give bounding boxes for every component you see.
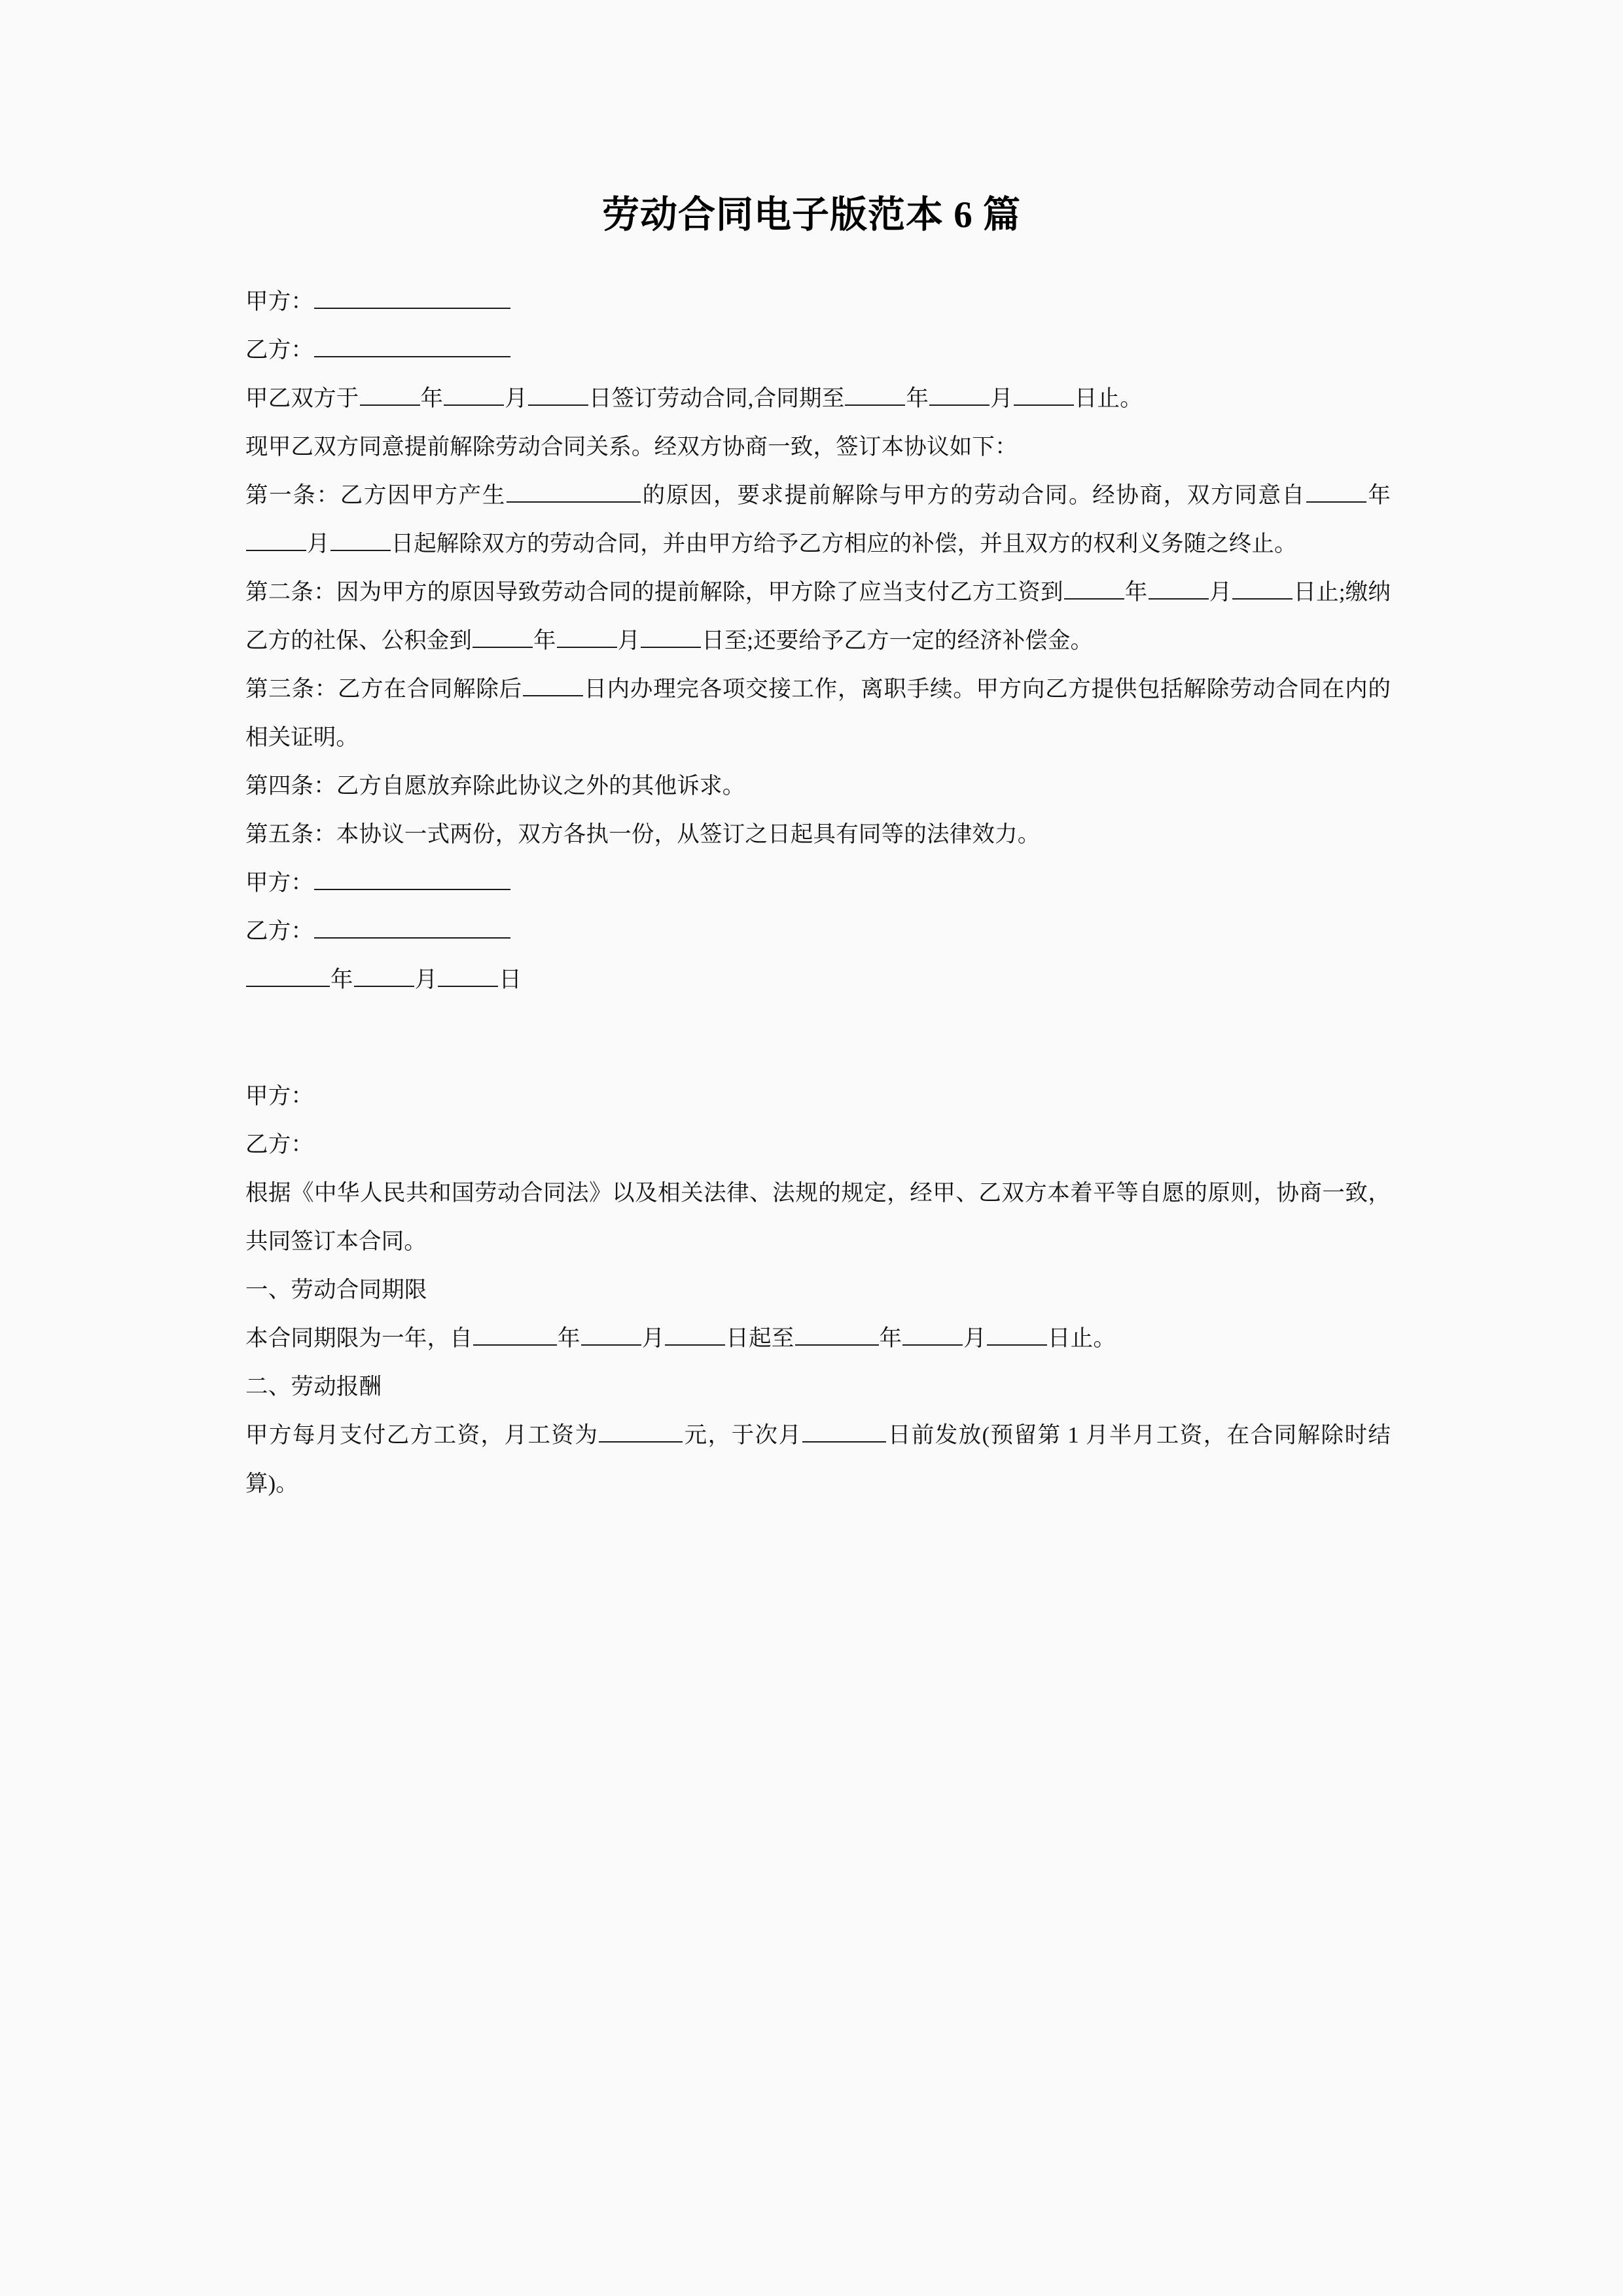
- contract2-party-a-row: 甲方：: [245, 1083, 314, 1109]
- article-1-text-part-3: 日起解除双方的劳动合同，并由甲方给予乙方相应的补偿，并且双方的权利义务随之终止。: [391, 531, 1297, 556]
- sign-party-b-blank[interactable]: [314, 914, 510, 938]
- article-2-wage-year-unit: 年: [1124, 579, 1148, 605]
- party-a-field-row: [245, 278, 1391, 326]
- page-title: 劳动合同电子版范本 6 篇: [602, 194, 1021, 236]
- title-gap: [245, 237, 1391, 278]
- contract2-party-b-row: 乙方：: [245, 1132, 314, 1157]
- sign-date-day-blank[interactable]: [438, 962, 498, 986]
- article-2-social-year-blank[interactable]: [473, 623, 533, 647]
- signing-end-month-blank[interactable]: [929, 381, 990, 405]
- signing-end-year-unit: 年: [906, 386, 929, 411]
- term-start-month-unit: 月: [641, 1325, 665, 1351]
- article-1-reason-blank[interactable]: [507, 478, 641, 502]
- party-a-blank[interactable]: [314, 284, 510, 308]
- term-end-month-unit: 月: [963, 1325, 986, 1351]
- sign-date-month-unit: 月: [414, 967, 438, 992]
- article-1-text-part-1: 第一条：乙方因甲方产生: [245, 482, 507, 508]
- signing-date-row: [245, 374, 1391, 423]
- article-2-paragraph: [245, 568, 1391, 665]
- article-1-month-blank[interactable]: [246, 526, 306, 550]
- wage-text-part-3: 日前发放(预留第 1 月半月工资，在合同解除时结算)。: [245, 1422, 1391, 1496]
- sign-party-b-label: 乙方：: [245, 918, 314, 944]
- term-start-year-unit: 年: [558, 1325, 580, 1351]
- article-2-text-part-1: 第二条：因为甲方的原因导致劳动合同的提前解除，甲方除了应当支付乙方工资到: [245, 579, 1063, 605]
- article-1-text-part-2: 的原因，要求提前解除与甲方的劳动合同。经协商，双方同意自: [641, 482, 1306, 508]
- contract2-section-1-heading: 一、劳动合同期限: [245, 1277, 427, 1302]
- signing-end-year-blank[interactable]: [845, 381, 905, 405]
- contract2-section-1-body: [245, 1314, 1391, 1363]
- term-end-year-unit: 年: [879, 1325, 902, 1351]
- signing-suffix-text: 日止。: [1074, 386, 1143, 411]
- article-2-wage-year-blank[interactable]: [1064, 575, 1124, 599]
- article-2-social-day-blank[interactable]: [641, 623, 701, 647]
- preamble-line: 现甲乙双方同意提前解除劳动合同关系。经双方协商一致，签订本协议如下：: [245, 434, 1018, 459]
- contract2-section-2-body: [245, 1411, 1391, 1508]
- signing-start-month-blank[interactable]: [444, 381, 504, 405]
- article-1-day-blank[interactable]: [330, 526, 391, 550]
- term-text-part-3: 日止。: [1047, 1325, 1116, 1351]
- term-start-day-blank[interactable]: [665, 1321, 725, 1345]
- article-3-text-part-1: 第三条：乙方在合同解除后: [245, 676, 522, 702]
- article-5-line: 第五条：本协议一式两份，双方各执一份，从签订之日起具有同等的法律效力。: [245, 821, 1041, 847]
- wage-text-part-1: 甲方每月支付乙方工资，月工资为: [245, 1422, 599, 1448]
- party-b-label: 乙方：: [245, 337, 314, 363]
- article-2-social-month-unit: 月: [617, 628, 641, 653]
- sign-party-a-label: 甲方：: [245, 870, 314, 895]
- term-end-year-blank[interactable]: [795, 1321, 879, 1345]
- signing-prefix-text: 甲乙双方于: [245, 386, 359, 411]
- article-1-year-unit: 年: [1366, 482, 1391, 508]
- article-2-wage-day-blank[interactable]: [1232, 575, 1293, 599]
- party-b-blank[interactable]: [314, 332, 510, 357]
- monthly-wage-blank[interactable]: [599, 1418, 683, 1442]
- term-end-month-blank[interactable]: [902, 1321, 963, 1345]
- article-2-text-part-3: 日至;还要给予乙方一定的经济补偿金。: [702, 628, 1094, 653]
- article-2-wage-month-blank[interactable]: [1149, 575, 1209, 599]
- contract2-section-2-heading: 二、劳动报酬: [245, 1374, 382, 1399]
- sign-date-row: [245, 956, 1391, 1004]
- term-text-part-2: 日起至: [726, 1325, 794, 1351]
- article-2-social-month-blank[interactable]: [557, 623, 617, 647]
- signing-end-month-unit: 月: [990, 386, 1013, 411]
- party-b-field-row: [245, 326, 1391, 374]
- contract2-preamble: 根据《中华人民共和国劳动合同法》以及相关法律、法规的规定，经甲、乙双方本着平等自愿的原则，协商一致，共同签订本合同。: [245, 1180, 1391, 1254]
- article-1-month-unit: 月: [307, 531, 330, 556]
- article-2-social-year-unit: 年: [533, 628, 556, 653]
- term-text-part-1: 本合同期限为一年，自: [245, 1325, 473, 1351]
- sign-party-b-row: [245, 907, 1391, 956]
- article-1-year-blank[interactable]: [1306, 478, 1366, 502]
- signing-year-unit: 年: [420, 386, 444, 411]
- sign-date-day-unit: 日: [499, 967, 522, 992]
- signing-mid-text: 日签订劳动合同,合同期至: [588, 386, 845, 411]
- term-start-year-blank[interactable]: [473, 1321, 557, 1345]
- signing-start-year-blank[interactable]: [360, 381, 420, 405]
- article-3-text-part-2: 日内办理完各项交接工作，离职手续。甲方向乙方提供包括解除劳动合同在内的相关证明。: [245, 676, 1391, 750]
- sign-party-a-blank[interactable]: [314, 865, 510, 889]
- sign-date-month-blank[interactable]: [354, 962, 414, 986]
- article-4-line: 第四条：乙方自愿放弃除此协议之外的其他诉求。: [245, 773, 745, 798]
- sign-date-year-unit: 年: [330, 967, 353, 992]
- sign-date-year-blank[interactable]: [246, 962, 330, 986]
- document-body: [245, 237, 1391, 1508]
- article-3-paragraph: [245, 665, 1391, 762]
- article-1-paragraph: [245, 471, 1391, 568]
- party-a-label: 甲方：: [245, 289, 314, 314]
- article-2-wage-month-unit: 月: [1209, 579, 1232, 605]
- article-2-text-part-2: 日止;缴纳乙方的社保、公积金到: [245, 579, 1391, 653]
- wage-text-part-2: 元，于次月: [683, 1422, 802, 1448]
- term-end-day-blank[interactable]: [987, 1321, 1047, 1345]
- signing-start-day-blank[interactable]: [528, 381, 588, 405]
- agreement-separator-gap: [245, 1004, 1391, 1072]
- signing-end-day-blank[interactable]: [1014, 381, 1074, 405]
- signing-month-unit: 月: [505, 386, 527, 411]
- pay-day-blank[interactable]: [802, 1418, 886, 1442]
- article-3-days-blank[interactable]: [523, 672, 583, 696]
- term-start-month-blank[interactable]: [581, 1321, 641, 1345]
- sign-party-a-row: [245, 859, 1391, 907]
